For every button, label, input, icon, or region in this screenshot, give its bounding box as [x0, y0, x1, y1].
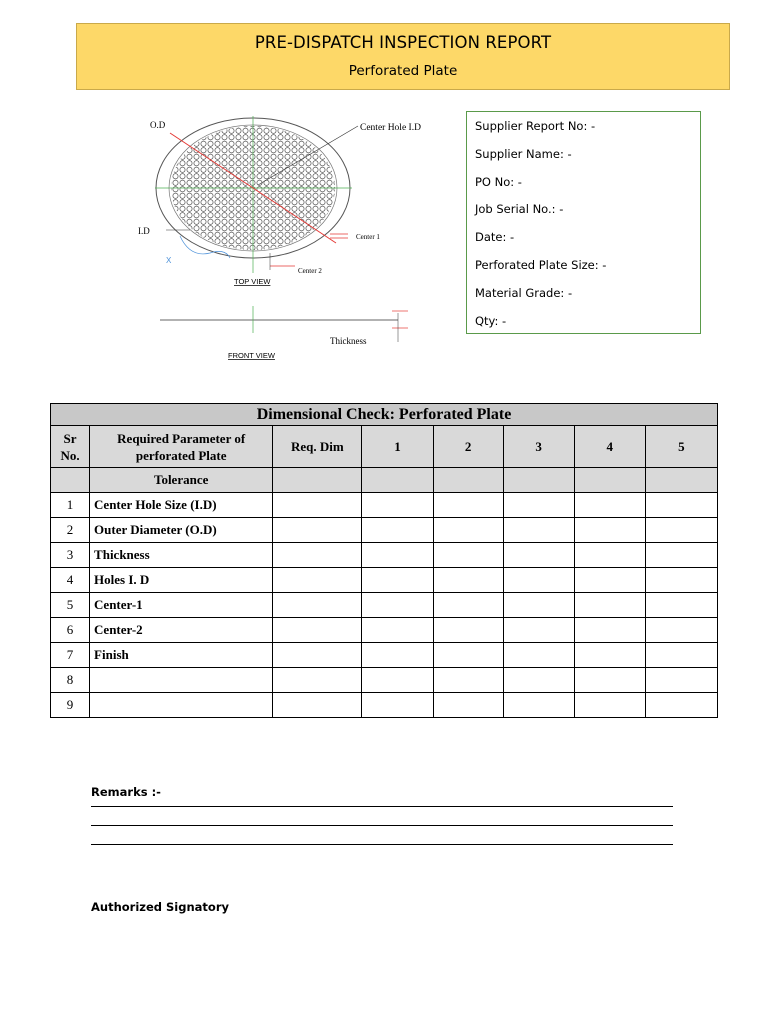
label-front-view: FRONT VIEW — [228, 351, 275, 360]
supplier-info-box — [466, 111, 701, 334]
row-sr: 4 — [51, 568, 90, 593]
info-po-no: PO No: - — [475, 174, 522, 189]
info-supplier-name: Supplier Name: - — [475, 146, 572, 161]
report-subtitle: Perforated Plate — [348, 63, 458, 79]
label-od: O.D — [150, 120, 166, 130]
row-param: Holes I. D — [90, 568, 273, 593]
label-center-hole: Center Hole I.D — [360, 123, 421, 133]
header-5: 5 — [645, 426, 717, 468]
table-title: Dimensional Check: Perforated Plate — [51, 404, 718, 426]
info-material-grade: Material Grade: - — [475, 285, 573, 300]
table-row — [51, 593, 718, 618]
authorized-signatory-label: Authorized Signatory — [91, 900, 229, 914]
row-param: Center-2 — [90, 618, 273, 643]
info-plate-size: Perforated Plate Size: - — [475, 257, 607, 272]
row-param[interactable] — [90, 693, 273, 718]
row-param[interactable] — [90, 668, 273, 693]
row-sr: 9 — [51, 693, 90, 718]
table-row — [51, 618, 718, 643]
table-row — [51, 568, 718, 593]
row-sr: 5 — [51, 593, 90, 618]
info-job-serial-no: Job Serial No.: - — [475, 202, 564, 217]
table-row — [51, 668, 718, 693]
table-row — [51, 493, 718, 518]
report-title: PRE-DISPATCH INSPECTION REPORT — [254, 33, 552, 52]
header-1: 1 — [362, 426, 433, 468]
dimensional-check-table — [50, 403, 718, 718]
row-sr: 2 — [51, 518, 90, 543]
row-param: Center-1 — [90, 593, 273, 618]
row-sr: 8 — [51, 668, 90, 693]
remarks-label: Remarks :- — [91, 785, 161, 799]
table-row — [51, 643, 718, 668]
info-supplier-report-no: Supplier Report No: - — [475, 119, 596, 133]
row-param: Center Hole Size (I.D) — [90, 493, 273, 518]
row-param: Outer Diameter (O.D) — [90, 518, 273, 543]
table-row — [51, 518, 718, 543]
header-sr-no: Sr No. — [51, 426, 90, 468]
row-param: Thickness — [90, 543, 273, 568]
label-top-view: TOP VIEW — [234, 277, 271, 286]
info-date: Date: - — [475, 230, 515, 245]
remarks-line-3[interactable] — [91, 844, 673, 845]
row-sr: 6 — [51, 618, 90, 643]
info-qty: Qty: - — [475, 313, 507, 328]
label-thickness: Thickness — [330, 336, 367, 346]
label-x: X — [166, 256, 172, 265]
header-parameter: Required Parameter of perforated Plate — [90, 426, 273, 468]
remarks-line-1[interactable] — [91, 806, 673, 807]
label-center2: Center 2 — [298, 267, 322, 275]
header-3: 3 — [503, 426, 574, 468]
row-sr: 7 — [51, 643, 90, 668]
perforated-plate-drawing — [130, 108, 430, 368]
header-req-dim: Req. Dim — [273, 426, 362, 468]
tolerance-label: Tolerance — [90, 468, 273, 493]
table-row — [51, 693, 718, 718]
tolerance-row — [51, 468, 718, 493]
header-2: 2 — [433, 426, 503, 468]
row-sr: 3 — [51, 543, 90, 568]
label-center1: Center 1 — [356, 233, 380, 241]
label-id: I.D — [138, 226, 150, 236]
row-param: Finish — [90, 643, 273, 668]
remarks-line-2[interactable] — [91, 825, 673, 826]
header-4: 4 — [574, 426, 645, 468]
row-sr: 1 — [51, 493, 90, 518]
table-row — [51, 543, 718, 568]
report-header — [76, 23, 730, 90]
